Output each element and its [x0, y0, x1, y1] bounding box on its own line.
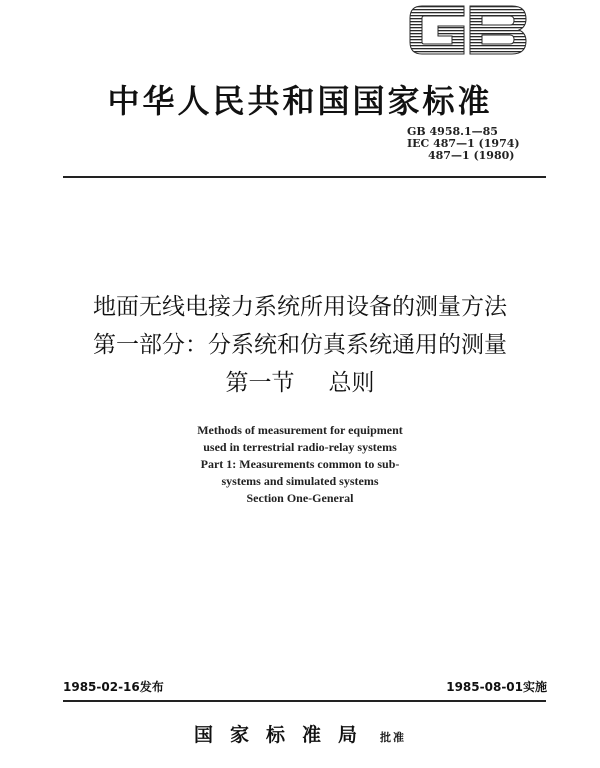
org-title: 中华人民共和国国家标准: [107, 82, 493, 120]
section-number: 第一节: [225, 370, 295, 396]
approval-line: [0, 720, 600, 747]
issue-date: 1985-02-16发布: [63, 680, 164, 694]
iec-code-1974: IEC 487—1 (1974): [407, 137, 520, 150]
english-title-line-3: Part 1: Measurements common to sub-: [200, 457, 400, 471]
top-divider: [63, 176, 546, 178]
chinese-title-line-2: 第一部分：分系统和仿真系统通用的测量: [93, 332, 507, 358]
english-title: [0, 422, 600, 507]
iec-code-1980: 487—1 (1980): [428, 149, 515, 162]
chinese-title: [0, 288, 600, 402]
english-title-line-1: Methods of measurement for equipment: [197, 423, 403, 437]
section-name: 总则: [328, 370, 375, 396]
bottom-divider: [63, 700, 546, 702]
english-title-line-2: used in terrestrial radio-relay systems: [203, 440, 397, 454]
issuing-authority: 国家标准局: [193, 724, 374, 746]
gb-logo: [406, 0, 530, 58]
english-title-line-5: Section One-General: [246, 491, 354, 505]
approval-label: 批准: [380, 731, 406, 744]
gb-code: GB 4958.1—85: [407, 125, 498, 138]
implementation-date: 1985-08-01实施: [446, 680, 547, 694]
standard-codes: [407, 126, 547, 162]
chinese-title-line-1: 地面无线电接力系统所用设备的测量方法: [93, 294, 507, 320]
english-title-line-4: systems and simulated systems: [221, 474, 379, 488]
chinese-section-heading: [226, 364, 375, 402]
